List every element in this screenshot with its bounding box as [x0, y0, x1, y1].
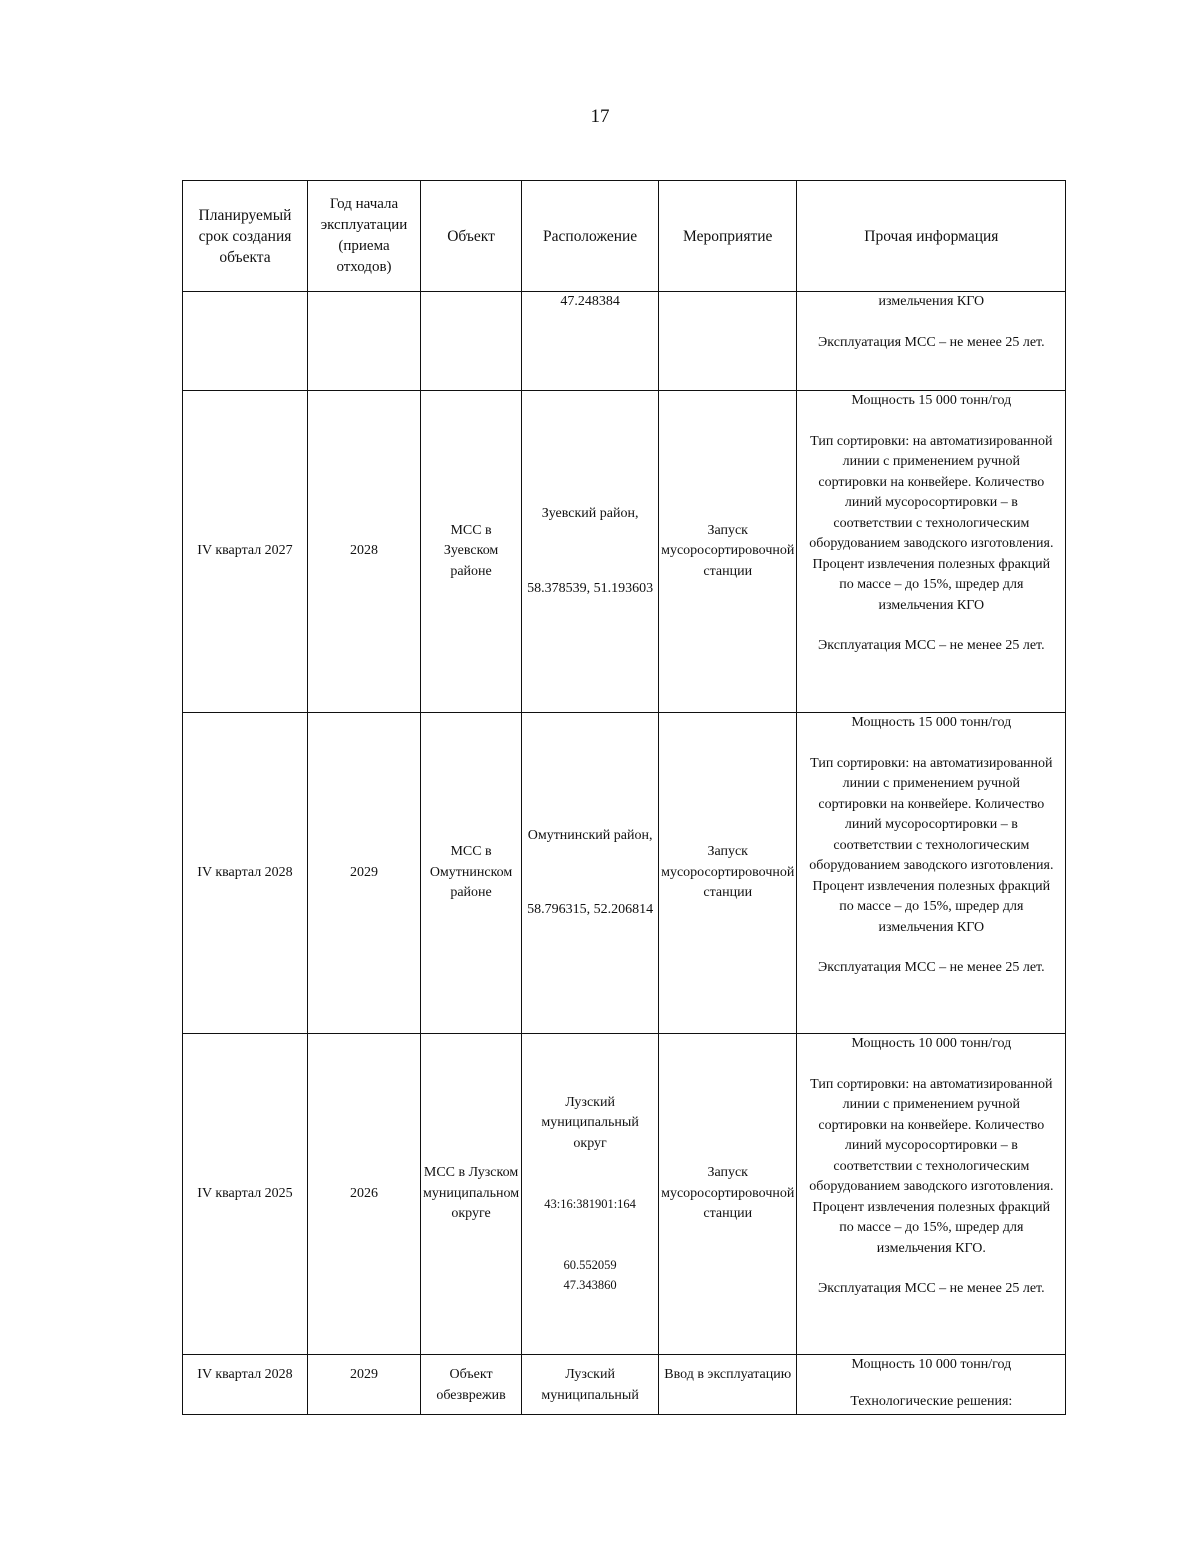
- location-cell: [522, 1034, 659, 1355]
- table-row: [183, 391, 1066, 713]
- term-cell: IV квартал 2025: [183, 1034, 308, 1355]
- event-cell: Ввод в эксплуатацию: [659, 1355, 797, 1415]
- info-capacity: Мощность 10 000 тонн/год: [851, 1036, 1012, 1051]
- table-row: [183, 292, 1066, 391]
- header-location: Расположение: [522, 181, 659, 292]
- event-cell: [659, 292, 797, 391]
- event-cell: Запуск мусоросортировочной станции: [659, 713, 797, 1034]
- info-type: Тип сортировки: на автоматизированной линии с применением ручной сортировки на конвейере. Количество линий мусоросортировки – в соответствии с технологическим оборудованием заводского изготовления. Процент извлечения полезных фракций по массе – до 15%, шредер для измельчения КГО: [809, 755, 1054, 935]
- location-cell: [522, 292, 659, 391]
- info-cell: [797, 292, 1066, 391]
- location-cell: [522, 391, 659, 713]
- header-other-info: Прочая информация: [797, 181, 1066, 292]
- location-cell: [522, 713, 659, 1034]
- info-capacity: Мощность 15 000 тонн/год: [851, 715, 1012, 730]
- term-cell: IV квартал 2028: [183, 1355, 308, 1415]
- info-cell: [797, 713, 1066, 1034]
- info-tech: Технологические решения:: [850, 1393, 1013, 1409]
- info-operation: Эксплуатация МСС – не менее 25 лет.: [818, 334, 1045, 350]
- info-cell: [797, 391, 1066, 713]
- info-capacity: Мощность 15 000 тонн/год: [851, 393, 1012, 408]
- info-text: измельчения КГО: [878, 294, 985, 309]
- info-operation: Эксплуатация МСС – не менее 25 лет.: [818, 638, 1045, 653]
- year-cell: 2029: [308, 1355, 421, 1415]
- year-cell: 2029: [308, 713, 421, 1034]
- year-cell: 2026: [308, 1034, 421, 1355]
- location-name: Омутнинский район,: [527, 827, 653, 843]
- object-cell: [421, 292, 522, 391]
- table-row: [183, 1355, 1066, 1415]
- term-cell: [183, 292, 308, 391]
- term-cell: IV квартал 2028: [183, 713, 308, 1034]
- object-cell: Объект обезврежив: [421, 1355, 522, 1415]
- location-cadastre: 43:16:381901:164: [544, 1197, 636, 1211]
- term-cell: IV квартал 2027: [183, 391, 308, 713]
- event-cell: Запуск мусоросортировочной станции: [659, 391, 797, 713]
- info-type: Тип сортировки: на автоматизированной линии с применением ручной сортировки на конвейере. Количество линий мусоросортировки – в соответствии с технологическим оборудованием заводского изготовления. Процент извлечения полезных фракций по массе – до 15%, шредер для измельчения КГО: [809, 433, 1054, 613]
- location-coords: 47.248384: [560, 294, 620, 309]
- info-capacity: Мощность 10 000 тонн/год: [851, 1357, 1012, 1372]
- event-cell: Запуск мусоросортировочной станции: [659, 1034, 797, 1355]
- page-number: 17: [590, 106, 610, 127]
- location-name: Зуевский район,: [541, 506, 639, 521]
- object-cell: МСС в Зуевском районе: [421, 391, 522, 713]
- object-cell: МСС в Омутнинском районе: [421, 713, 522, 1034]
- object-cell: МСС в Лузском муниципальном округе: [421, 1034, 522, 1355]
- info-type: Тип сортировки: на автоматизированной линии с применением ручной сортировки на конвейере. Количество линий мусоросортировки – в соответствии с технологическим оборудованием заводского изготовления. Процент извлечения полезных фракций по массе – до 15%, шредер для измельчения КГО.: [809, 1076, 1054, 1256]
- header-object: Объект: [421, 181, 522, 292]
- header-term: Планируемый срок создания объекта: [183, 181, 308, 292]
- info-cell: [797, 1034, 1066, 1355]
- location-coords: 60.552059 47.343860: [563, 1257, 617, 1292]
- facilities-table: [182, 180, 1066, 1415]
- table-row: [183, 1034, 1066, 1355]
- location-coords: 58.378539, 51.193603: [527, 580, 654, 596]
- table-header-row: [183, 181, 1066, 292]
- header-start-year: Год начала эксплуатации (приема отходов): [308, 181, 421, 292]
- location-name: Лузский муниципальный округ: [541, 1094, 639, 1151]
- info-operation: Эксплуатация МСС – не менее 25 лет.: [818, 960, 1045, 975]
- table-row: [183, 713, 1066, 1034]
- location-coords: 58.796315, 52.206814: [527, 902, 654, 917]
- info-operation: Эксплуатация МСС – не менее 25 лет.: [818, 1281, 1045, 1296]
- location-cell: Лузский муниципальный: [522, 1355, 659, 1415]
- header-event: Мероприятие: [659, 181, 797, 292]
- info-cell: [797, 1355, 1066, 1415]
- year-cell: [308, 292, 421, 391]
- year-cell: 2028: [308, 391, 421, 713]
